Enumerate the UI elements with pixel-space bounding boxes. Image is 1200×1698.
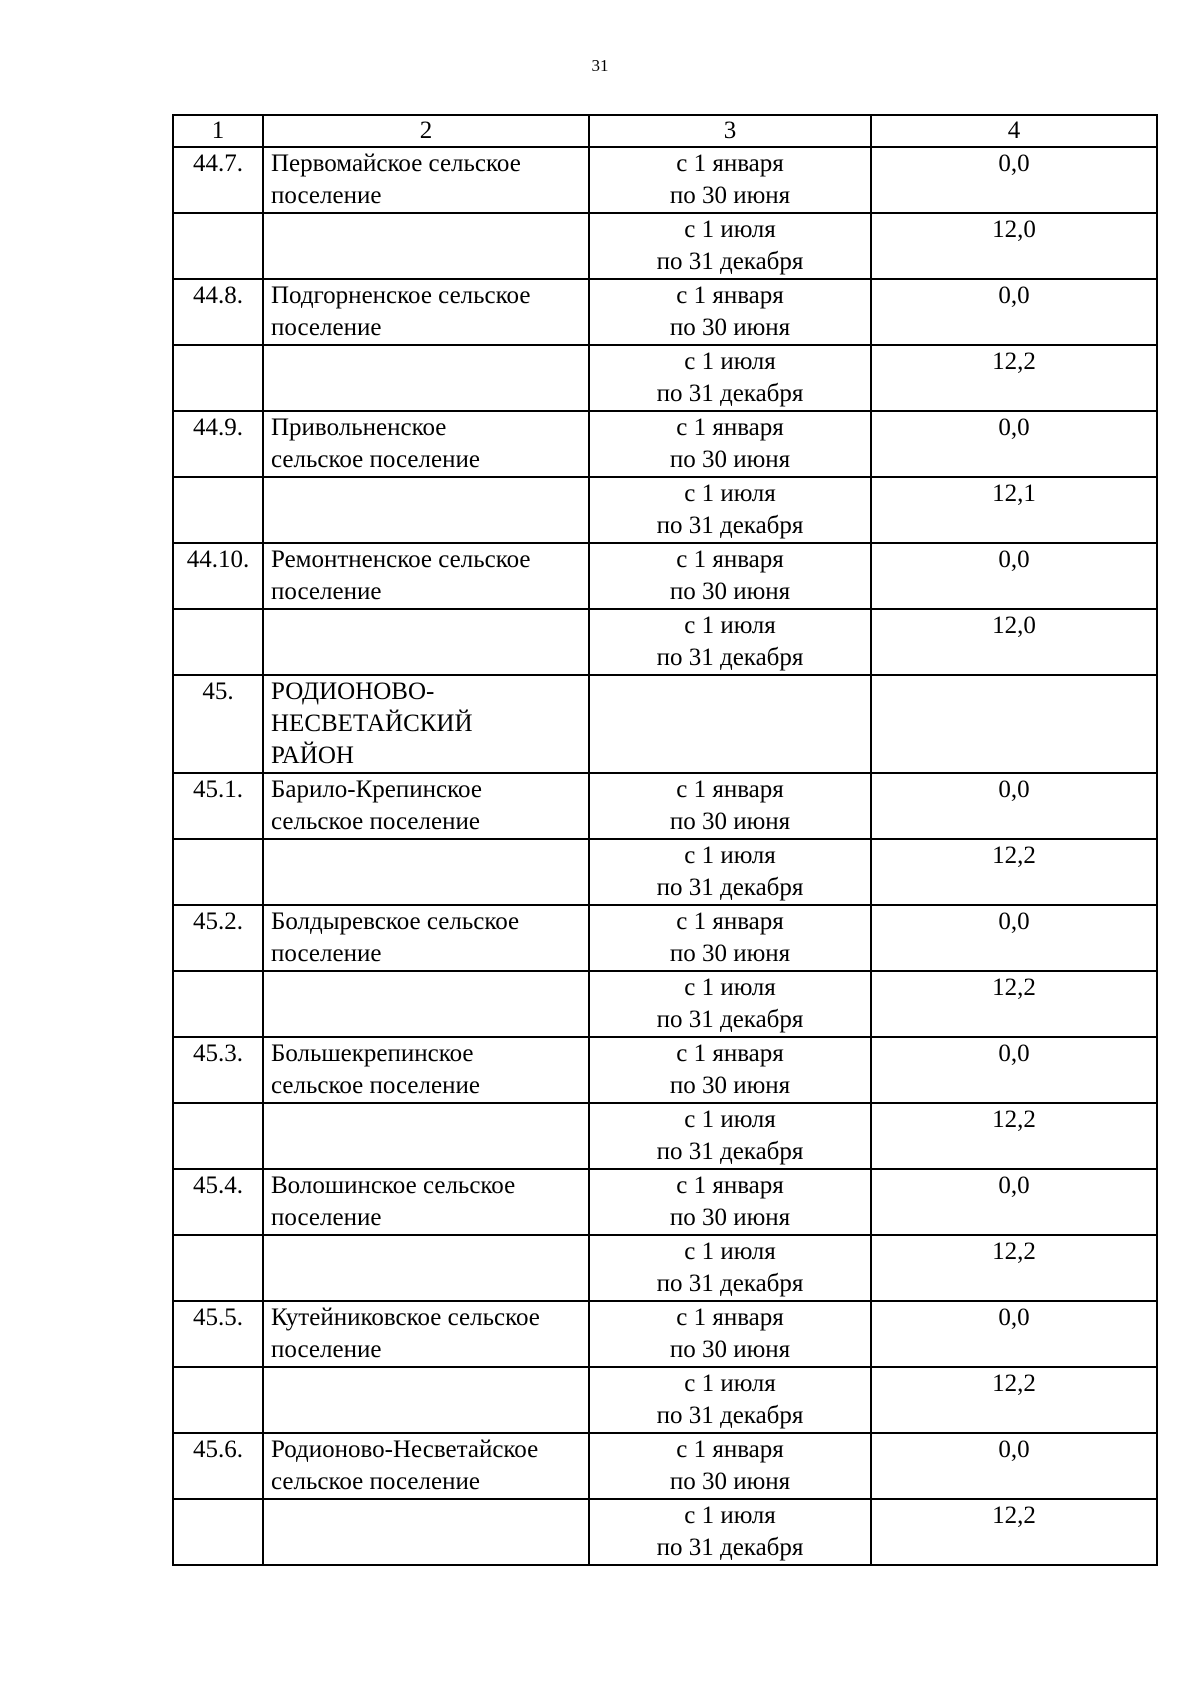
municipality-name-cell xyxy=(263,609,589,675)
municipality-name-line: сельское поселение xyxy=(271,1468,480,1495)
rate-value-cell: 0,0 xyxy=(871,411,1157,477)
period-line: с 1 января xyxy=(676,776,784,803)
period-cell xyxy=(589,675,871,773)
municipality-name-line: НЕСВЕТАЙСКИЙ xyxy=(271,710,473,737)
rate-value-cell xyxy=(871,675,1157,773)
rate-value-cell: 0,0 xyxy=(871,773,1157,839)
period-cell xyxy=(589,1169,871,1235)
table-row xyxy=(173,1103,1157,1169)
municipality-name-cell xyxy=(263,279,589,345)
row-number-cell: 45.5. xyxy=(173,1301,263,1367)
period-line: по 31 декабря xyxy=(656,380,804,407)
municipality-name-cell xyxy=(263,839,589,905)
period-line: по 30 июня xyxy=(669,1336,791,1363)
period-cell xyxy=(589,1037,871,1103)
row-number-cell xyxy=(173,477,263,543)
period-line: по 31 декабря xyxy=(656,1270,804,1297)
period-line: по 30 июня xyxy=(669,1204,791,1231)
period-line: по 30 июня xyxy=(669,182,791,209)
period-line: по 31 декабря xyxy=(656,1006,804,1033)
period-line: с 1 июля xyxy=(684,974,776,1001)
table-row xyxy=(173,1301,1157,1367)
table-row xyxy=(173,543,1157,609)
header-col-1: 1 xyxy=(173,115,263,147)
municipality-name-line: сельское поселение xyxy=(271,1072,480,1099)
period-line: по 31 декабря xyxy=(656,512,804,539)
table-row xyxy=(173,1433,1157,1499)
municipality-name-cell xyxy=(263,675,589,773)
rate-value-cell: 0,0 xyxy=(871,147,1157,213)
table-body xyxy=(173,115,1157,1565)
period-cell xyxy=(589,477,871,543)
period-line: с 1 июля xyxy=(684,842,776,869)
period-cell xyxy=(589,1367,871,1433)
period-line: по 30 июня xyxy=(669,808,791,835)
table-row xyxy=(173,609,1157,675)
municipality-name-line: поселение xyxy=(271,314,382,341)
rate-value-cell: 12,0 xyxy=(871,609,1157,675)
municipality-name-cell xyxy=(263,477,589,543)
period-line: с 1 января xyxy=(676,908,784,935)
rate-value-cell: 0,0 xyxy=(871,1433,1157,1499)
table-row xyxy=(173,773,1157,839)
row-number-cell: 45.3. xyxy=(173,1037,263,1103)
table-row xyxy=(173,1499,1157,1565)
municipality-name-cell xyxy=(263,1499,589,1565)
rate-value-cell: 0,0 xyxy=(871,1301,1157,1367)
rate-value-cell: 0,0 xyxy=(871,1169,1157,1235)
rate-value-cell: 12,1 xyxy=(871,477,1157,543)
municipality-name-line: Кутейниковское сельское xyxy=(271,1304,540,1331)
table-header-row xyxy=(173,115,1157,147)
period-cell xyxy=(589,213,871,279)
rate-value-cell: 0,0 xyxy=(871,543,1157,609)
row-number-cell: 45.6. xyxy=(173,1433,263,1499)
rate-value-cell: 12,0 xyxy=(871,213,1157,279)
header-col-2: 2 xyxy=(263,115,589,147)
table-row xyxy=(173,1367,1157,1433)
period-cell xyxy=(589,147,871,213)
period-line: с 1 января xyxy=(676,1040,784,1067)
table-row xyxy=(173,1169,1157,1235)
row-number-cell xyxy=(173,609,263,675)
page-number: 31 xyxy=(591,56,609,75)
period-line: с 1 января xyxy=(676,150,784,177)
period-line: по 31 декабря xyxy=(656,1402,804,1429)
municipality-name-cell xyxy=(263,1367,589,1433)
period-line: по 30 июня xyxy=(669,446,791,473)
municipality-name-line: Большекрепинское xyxy=(271,1040,474,1067)
row-number-cell: 45.1. xyxy=(173,773,263,839)
municipality-name-line: Родионово-Несветайское xyxy=(271,1436,539,1463)
municipality-name-line: поселение xyxy=(271,578,382,605)
municipality-name-line: сельское поселение xyxy=(271,446,480,473)
table-row-district xyxy=(173,675,1157,773)
row-number-cell: 45.4. xyxy=(173,1169,263,1235)
period-cell xyxy=(589,773,871,839)
period-line: с 1 июля xyxy=(684,1370,776,1397)
period-line: по 31 декабря xyxy=(656,248,804,275)
municipality-name-line: Привольненское xyxy=(271,414,447,441)
period-line: с 1 июля xyxy=(684,1238,776,1265)
table-row xyxy=(173,279,1157,345)
rate-value-cell: 12,2 xyxy=(871,1235,1157,1301)
period-line: по 30 июня xyxy=(669,578,791,605)
tax-rate-table xyxy=(172,114,1158,1566)
row-number-cell: 45. xyxy=(173,675,263,773)
municipality-name-line: Ремонтненское сельское xyxy=(271,546,531,573)
row-number-cell xyxy=(173,1103,263,1169)
row-number-cell: 44.8. xyxy=(173,279,263,345)
municipality-name-cell xyxy=(263,1301,589,1367)
rate-value-cell: 12,2 xyxy=(871,1499,1157,1565)
period-line: с 1 января xyxy=(676,546,784,573)
row-number-cell xyxy=(173,1235,263,1301)
table-row xyxy=(173,1235,1157,1301)
row-number-cell xyxy=(173,1499,263,1565)
municipality-name-line: РОДИОНОВО- xyxy=(271,678,435,705)
municipality-name-cell xyxy=(263,1103,589,1169)
period-cell xyxy=(589,839,871,905)
row-number-cell xyxy=(173,839,263,905)
row-number-cell: 44.7. xyxy=(173,147,263,213)
period-line: с 1 июля xyxy=(684,348,776,375)
table-row xyxy=(173,477,1157,543)
municipality-name-cell xyxy=(263,213,589,279)
row-number-cell xyxy=(173,971,263,1037)
rate-value-cell: 12,2 xyxy=(871,971,1157,1037)
table-row xyxy=(173,147,1157,213)
municipality-name-cell xyxy=(263,1433,589,1499)
header-col-4: 4 xyxy=(871,115,1157,147)
period-line: по 31 декабря xyxy=(656,874,804,901)
municipality-name-cell xyxy=(263,905,589,971)
header-col-3: 3 xyxy=(589,115,871,147)
period-line: с 1 июля xyxy=(684,216,776,243)
table-row xyxy=(173,839,1157,905)
table-row xyxy=(173,1037,1157,1103)
period-cell xyxy=(589,609,871,675)
period-line: с 1 июля xyxy=(684,1106,776,1133)
municipality-name-line: поселение xyxy=(271,1336,382,1363)
municipality-name-line: сельское поселение xyxy=(271,808,480,835)
period-cell xyxy=(589,1499,871,1565)
period-cell xyxy=(589,543,871,609)
period-line: по 30 июня xyxy=(669,1072,791,1099)
period-cell xyxy=(589,411,871,477)
municipality-name-line: поселение xyxy=(271,1204,382,1231)
municipality-name-line: поселение xyxy=(271,940,382,967)
period-cell xyxy=(589,1235,871,1301)
period-cell xyxy=(589,1301,871,1367)
table-row xyxy=(173,213,1157,279)
row-number-cell: 44.10. xyxy=(173,543,263,609)
row-number-cell: 45.2. xyxy=(173,905,263,971)
period-line: по 31 декабря xyxy=(656,1138,804,1165)
municipality-name-line: Первомайское сельское xyxy=(271,150,521,177)
period-cell xyxy=(589,1103,871,1169)
period-line: по 30 июня xyxy=(669,314,791,341)
municipality-name-cell xyxy=(263,543,589,609)
period-line: с 1 января xyxy=(676,1304,784,1331)
municipality-name-cell xyxy=(263,1235,589,1301)
municipality-name-cell xyxy=(263,971,589,1037)
row-number-cell xyxy=(173,345,263,411)
municipality-name-cell xyxy=(263,1169,589,1235)
table-row xyxy=(173,905,1157,971)
table-row xyxy=(173,345,1157,411)
period-line: с 1 января xyxy=(676,282,784,309)
table-row xyxy=(173,411,1157,477)
rate-value-cell: 0,0 xyxy=(871,905,1157,971)
period-line: с 1 июля xyxy=(684,480,776,507)
period-line: по 31 декабря xyxy=(656,644,804,671)
municipality-name-cell xyxy=(263,773,589,839)
municipality-name-cell xyxy=(263,1037,589,1103)
period-line: с 1 июля xyxy=(684,612,776,639)
period-cell xyxy=(589,345,871,411)
rate-value-cell: 0,0 xyxy=(871,1037,1157,1103)
rate-value-cell: 0,0 xyxy=(871,279,1157,345)
rate-value-cell: 12,2 xyxy=(871,345,1157,411)
municipality-name-cell xyxy=(263,147,589,213)
table-row xyxy=(173,971,1157,1037)
row-number-cell xyxy=(173,213,263,279)
period-cell xyxy=(589,905,871,971)
municipality-name-line: Волошинское сельское xyxy=(271,1172,516,1199)
period-line: с 1 января xyxy=(676,1172,784,1199)
period-line: по 30 июня xyxy=(669,1468,791,1495)
municipality-name-line: Подгорненское сельское xyxy=(271,282,531,309)
municipality-name-cell xyxy=(263,345,589,411)
municipality-name-line: поселение xyxy=(271,182,382,209)
municipality-name-cell xyxy=(263,411,589,477)
municipality-name-line: Болдыревское сельское xyxy=(271,908,520,935)
period-line: с 1 июля xyxy=(684,1502,776,1529)
period-cell xyxy=(589,279,871,345)
period-line: по 31 декабря xyxy=(656,1534,804,1561)
rate-value-cell: 12,2 xyxy=(871,839,1157,905)
period-cell xyxy=(589,971,871,1037)
row-number-cell xyxy=(173,1367,263,1433)
municipality-name-line: Барило-Крепинское xyxy=(271,776,482,803)
row-number-cell: 44.9. xyxy=(173,411,263,477)
municipality-name-line: РАЙОН xyxy=(271,742,354,769)
rate-value-cell: 12,2 xyxy=(871,1367,1157,1433)
period-cell xyxy=(589,1433,871,1499)
period-line: с 1 января xyxy=(676,1436,784,1463)
period-line: с 1 января xyxy=(676,414,784,441)
period-line: по 30 июня xyxy=(669,940,791,967)
rate-value-cell: 12,2 xyxy=(871,1103,1157,1169)
